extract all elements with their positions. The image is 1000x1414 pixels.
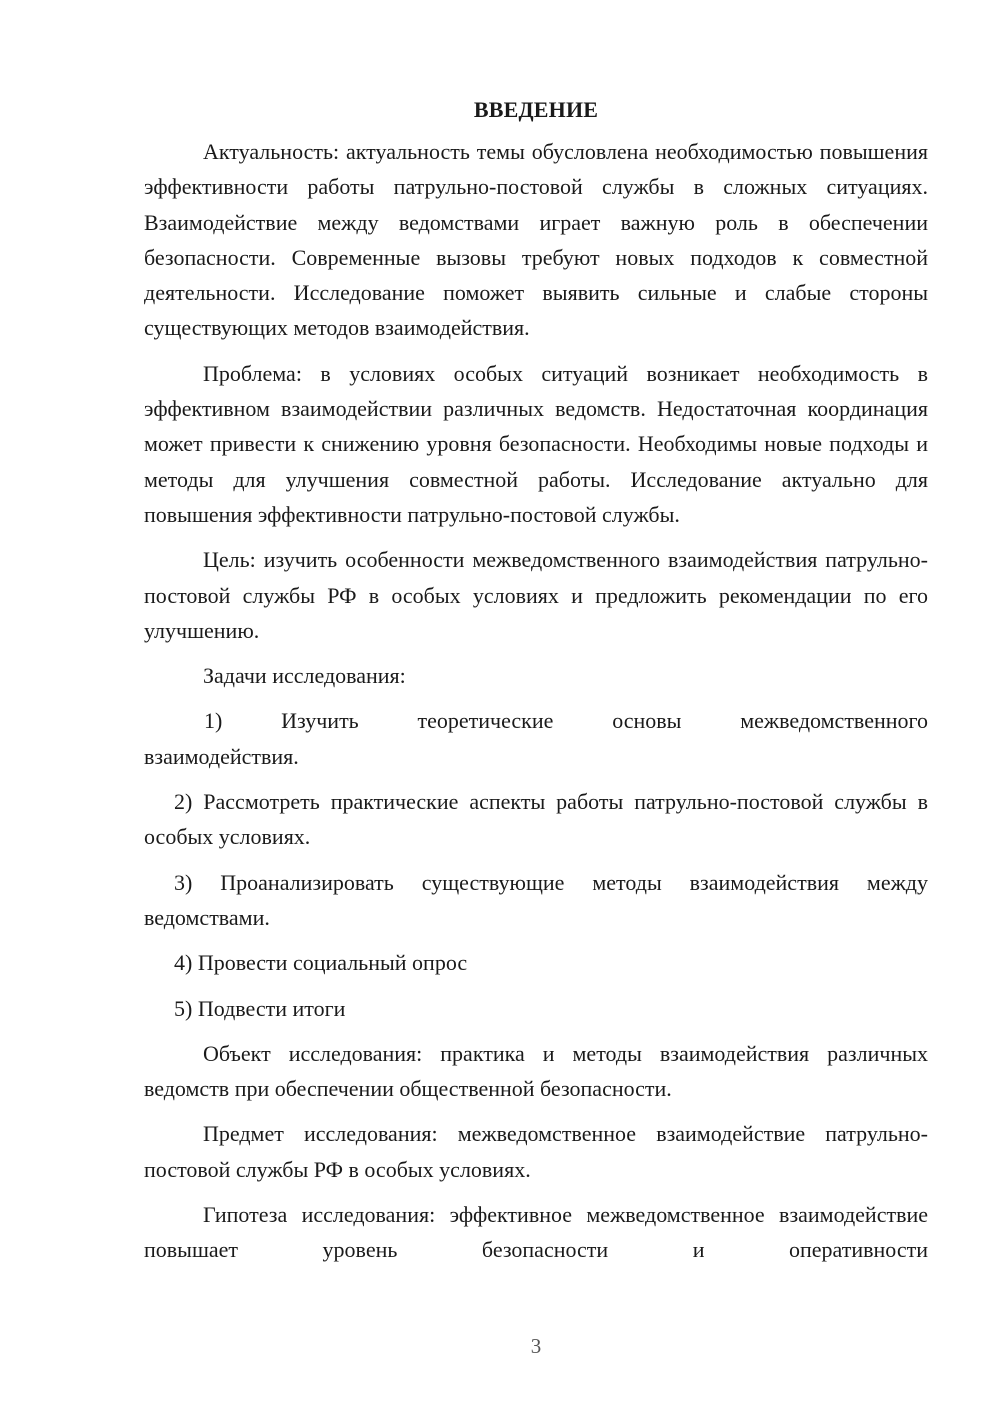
task-item-1-word: 1) [204,708,223,734]
page-number: 3 [530,1334,542,1358]
task-item-3: 3) Проанализировать существующие методы взаимодействия между ведомствами. [144,869,928,930]
task-item-1-word: Изучить [281,708,359,734]
task-item-4: 4) Провести социальный опрос [174,950,468,976]
task-item-1 [144,703,928,774]
paragraph-hypothesis: Гипотеза исследования: эффективное межведомственное взаимодействие повышает уровень безопасности и оперативности [144,1202,928,1263]
page-title: ВВЕДЕНИЕ [473,97,599,122]
task-item-1-first-line [144,703,928,738]
task-item-1-word: межведомственного [740,708,928,734]
paragraph-object: Объект исследования: практика и методы взаимодействия различных ведомств при обеспечении общественной безопасности. [144,1040,928,1102]
paragraph-problem: Проблема: в условиях особых ситуаций возникает необходимость в эффективном взаимодействии различных ведомств. Недостаточная координация может привести к снижению уровня безопасности. Необходимы новые подходы и методы для улучшения совместной работы. Исследование актуально для повышения эффективности патрульно-постовой службы. [144,360,928,527]
task-item-5: 5) Подвести итоги [174,995,346,1021]
task-item-1-rest: взаимодействия. [144,743,299,769]
paragraph-tasks-heading: Задачи исследования: [203,663,406,689]
task-item-2: 2) Рассмотреть практические аспекты работы патрульно-постовой службы в особых условиях. [144,789,928,850]
paragraph-relevance: Актуальность: актуальность темы обусловлена необходимостью повышения эффективности работы патрульно-постовой службы в сложных ситуациях. Взаимодействие между ведомствами играет важную роль в обеспечении безопасности. Современные вызовы требуют новых подходов к совместной деятельности. Исследование поможет выявить сильные и слабые стороны существующих методов взаимодействия. [144,139,928,341]
task-item-1-word: теоретические [417,708,554,734]
paragraph-subject: Предмет исследования: межведомственное взаимодействие патрульно-постовой службы РФ в особых условиях. [144,1121,928,1182]
paragraph-goal: Цель: изучить особенности межведомственного взаимодействия патрульно-постовой службы РФ в особых условиях и предложить рекомендации по его улучшению. [144,547,928,643]
task-item-1-word: основы [612,708,682,734]
document-page [144,94,928,1278]
